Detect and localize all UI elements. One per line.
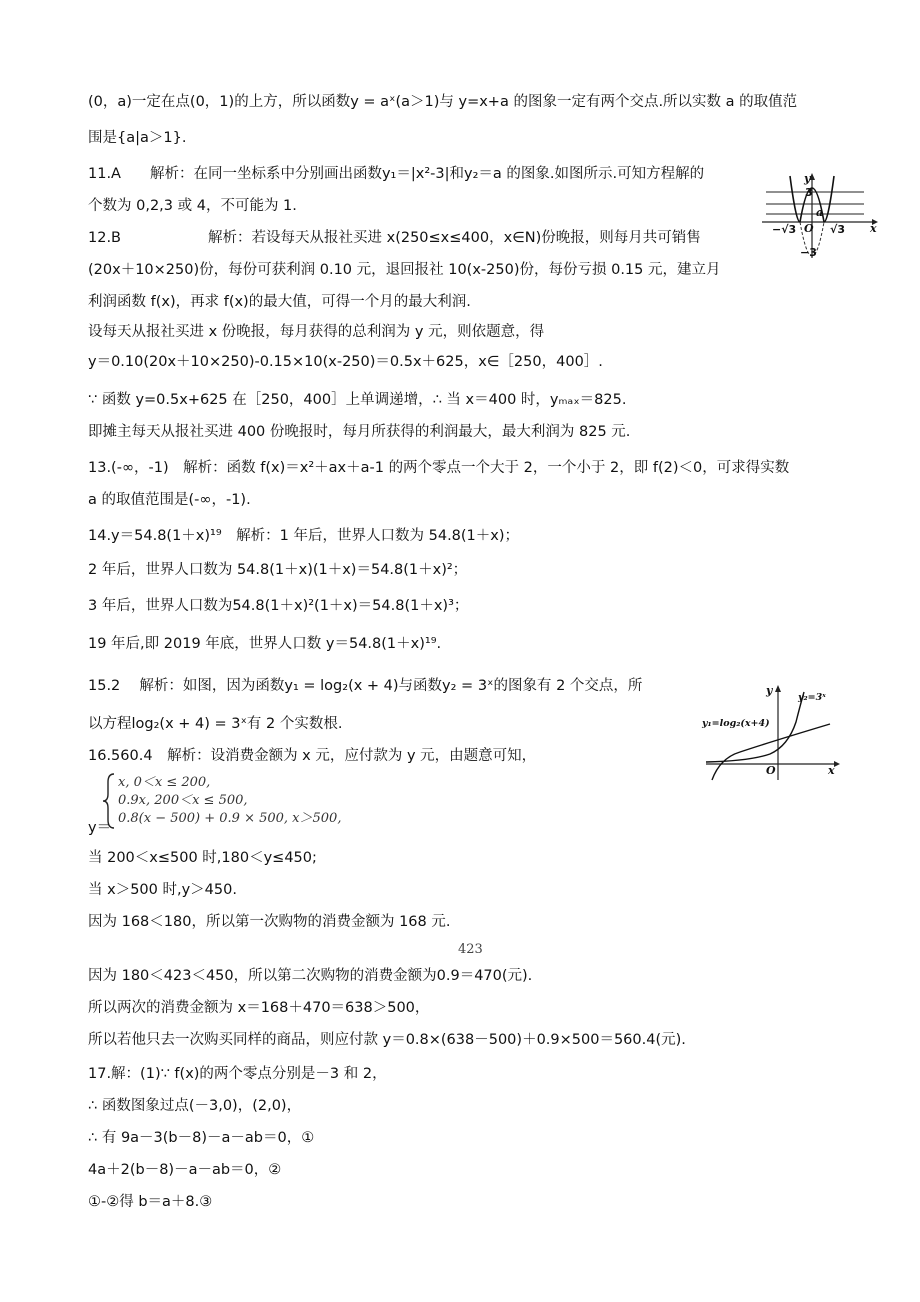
text-line: 4a＋2(b－8)－a－ab＝0，② [88,1162,282,1178]
origin-label: O [766,764,776,777]
text-line: 19 年后,即 2019 年底，世界人口数 y＝54.8(1＋x)¹⁹. [88,636,442,652]
curve-label-log: y₁=log₂(x+4) [702,718,770,729]
piecewise-case-2: 0.9x, 200＜x ≤ 500, [118,793,248,808]
fraction-numerator: 423 [458,942,483,957]
text-line: 当 200＜x≤500 时,180＜y≤450; [88,850,317,866]
text-line: 3 年后，世界人口数为54.8(1＋x)²(1＋x)＝54.8(1＋x)³； [88,598,469,614]
text-line: a 的取值范围是(-∞，-1). [88,492,251,508]
x-axis-label: x [828,764,835,777]
text-line: y＝0.10(20x＋10×250)-0.15×10(x-250)＝0.5x＋625，x∈［250，400］. [88,354,603,370]
y-axis-label: y [804,172,811,185]
text-line: 所以若他只去一次购买同样的商品，则应付款 y＝0.8×(638－500)＋0.9×500＝560.4(元). [88,1032,686,1048]
text-line: 因为 180＜423＜450，所以第二次购物的消费金额为0.9＝470(元). [88,968,533,984]
origin-label: O [804,222,814,235]
tick-label-neg-sqrt3: −√3 [772,223,797,236]
text-line: 利润函数 f(x)，再求 f(x)的最大值，可得一个月的最大利润. [88,294,471,310]
text-line: 11.A 解析：在同一坐标系中分别画出函数y₁＝|x²-3|和y₂＝a 的图象.如图所示.可知方程解的 [88,166,705,182]
piecewise-y-label: y＝ [88,820,112,836]
text-line: 围是{a|a＞1}. [88,130,187,146]
piecewise-case-3: 0.8(x − 500) + 0.9 × 500, x＞500, [118,811,342,826]
tick-label-neg3: −3 [800,246,817,259]
text-line: 15.2 解析：如图，因为函数y₁ = log₂(x + 4)与函数y₂ = 3ˣ的图象有 2 个交点，所 [88,678,643,694]
text-line: 12.B 解析：若设每天从报社买进 x(250≤x≤400，x∈N)份晚报，则每月共可销售 [88,230,701,246]
text-line: 当 x＞500 时,y＞450. [88,882,237,898]
figure-abs-parabola [760,170,880,262]
figure-log-exp [700,682,850,782]
text-line: 16.560.4 解析：设消费金额为 x 元，应付款为 y 元，由题意可知， [88,748,537,764]
x-axis-label: x [870,222,877,235]
text-line: 因为 168＜180，所以第一次购物的消费金额为 168 元. [88,914,451,930]
y-axis-label: y [766,684,773,697]
text-line: 设每天从报社买进 x 份晚报，每月获得的总利润为 y 元，则依题意，得 [88,324,545,340]
text-line: ∵ 函数 y=0.5x+625 在［250，400］上单调递增，∴ 当 x＝400 时，yₘₐₓ＝825. [88,392,627,408]
text-line: 14.y＝54.8(1＋x)¹⁹ 解析：1 年后，世界人口数为 54.8(1＋x)； [88,528,520,544]
text-line: 17.解：(1)∵ f(x)的两个零点分别是－3 和 2， [88,1066,387,1082]
text-line: (0，a)一定在点(0，1)的上方，所以函数y = aˣ(a＞1)与 y=x+a 的图象一定有两个交点.所以实数 a 的取值范 [88,94,798,110]
text-line: 所以两次的消费金额为 x＝168＋470＝638＞500， [88,1000,430,1016]
text-line: ∴ 有 9a－3(b－8)－a－ab＝0，① [88,1130,315,1146]
text-line: 以方程log₂(x + 4) = 3ˣ有 2 个实数根. [88,716,343,732]
tick-label-sqrt3: √3 [830,223,845,236]
text-line: ①-②得 b＝a＋8.③ [88,1194,213,1210]
text-line: ∴ 函数图象过点(－3,0)，(2,0)， [88,1098,302,1114]
curve-label-exp: y₂=3ˣ [798,692,826,703]
text-line: 个数为 0,2,3 或 4，不可能为 1. [88,198,297,214]
piecewise-case-1: x, 0＜x ≤ 200, [118,775,211,790]
tick-label-3: 3 [805,186,813,199]
text-line: (20x＋10×250)份，每份可获利润 0.10 元，退回报社 10(x-250)份，每份亏损 0.15 元，建立月 [88,262,721,278]
level-label-a: a [816,206,824,219]
text-line: 2 年后，世界人口数为 54.8(1＋x)(1＋x)＝54.8(1＋x)²； [88,562,468,578]
y-axis-arrow-icon [775,685,781,692]
text-line: 13.(-∞，-1) 解析：函数 f(x)＝x²＋ax＋a-1 的两个零点一个大于 2，一个小于 2，即 f(2)＜0，可求得实数 [88,460,790,476]
text-line: 即摊主每天从报社买进 400 份晚报时，每月所获得的利润最大，最大利润为 825 元. [88,424,631,440]
